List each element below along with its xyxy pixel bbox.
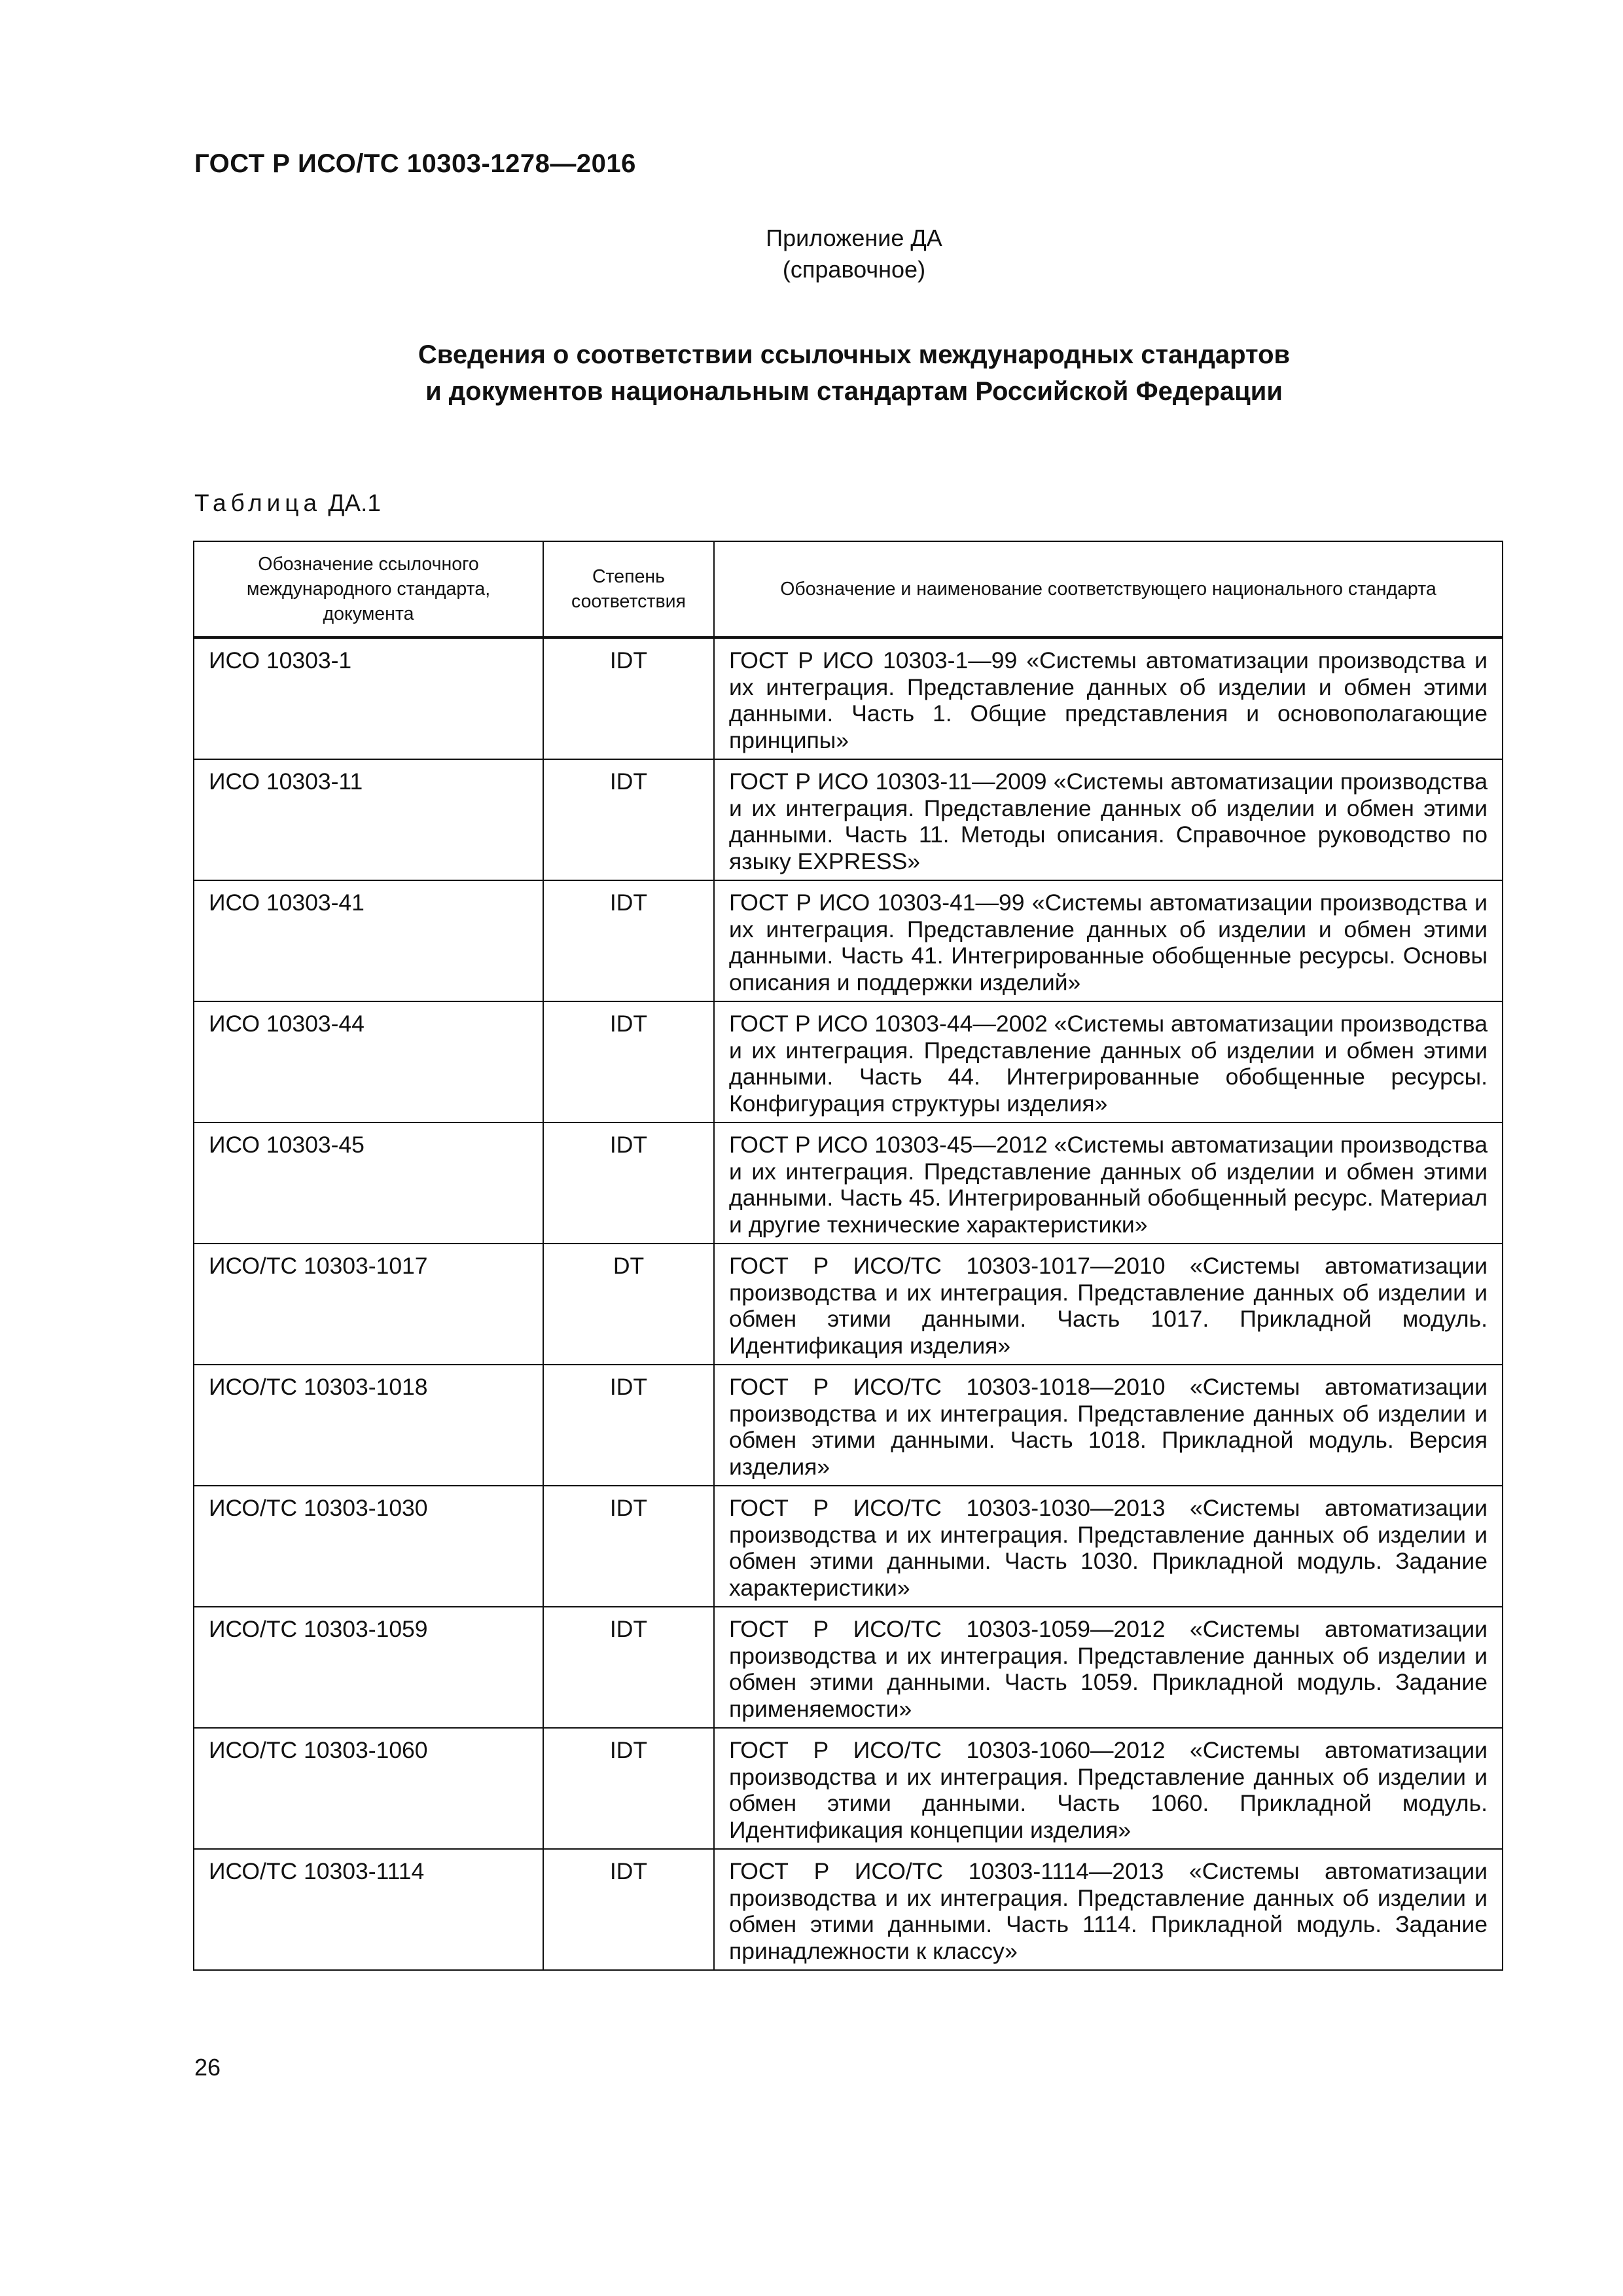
- cell-national-standard: ГОСТ Р ИСО 10303-45—2012 «Системы автоматизации производства и их интеграция. Представление данных об изделии и обмен этими данными. Часть 45. Интегрированный обобщенный ресурс. Материал и другие технические характеристики»: [714, 1122, 1503, 1244]
- table-row: [194, 1486, 1503, 1607]
- cell-degree: IDT: [543, 880, 714, 1001]
- cell-degree: IDT: [543, 1486, 714, 1607]
- cell-national-standard: ГОСТ Р ИСО 10303-41—99 «Системы автоматизации производства и их интеграция. Представление данных об изделии и обмен этими данными. Часть 41. Интегрированные обобщенные ресурсы. Основы описания и поддержки изделий»: [714, 880, 1503, 1001]
- table-row: [194, 1607, 1503, 1728]
- cell-designation: ИСО 10303-45: [194, 1122, 543, 1244]
- cell-degree: IDT: [543, 1122, 714, 1244]
- cell-degree: IDT: [543, 1607, 714, 1728]
- header-designation: Обозначение ссылочного международного стандарта, документа: [194, 541, 543, 637]
- cell-degree: IDT: [543, 637, 714, 759]
- cell-national-standard: ГОСТ Р ИСО/ТС 10303-1059—2012 «Системы автоматизации производства и их интеграция. Представление данных об изделии и обмен этими данными. Часть 1059. Прикладной модуль. Задание применяемости»: [714, 1607, 1503, 1728]
- table-row: [194, 759, 1503, 880]
- table-row: [194, 1244, 1503, 1365]
- table-row: [194, 1728, 1503, 1849]
- annex-main-title-line-2: и документов национальным стандартам Российской Федерации: [425, 377, 1283, 406]
- annex-main-title-line-1: Сведения о соответствии ссылочных международных стандартов: [418, 340, 1291, 369]
- header-degree: Степень соответствия: [543, 541, 714, 637]
- cell-national-standard: ГОСТ Р ИСО 10303-1—99 «Системы автоматизации производства и их интеграция. Представление данных об изделии и обмен этими данными. Часть 1. Общие представления и основополагающие принципы»: [714, 637, 1503, 759]
- cell-designation: ИСО/ТС 10303-1018: [194, 1365, 543, 1486]
- annex-heading: [0, 223, 1623, 285]
- cell-national-standard: ГОСТ Р ИСО 10303-44—2002 «Системы автоматизации производства и их интеграция. Представление данных об изделии и обмен этими данными. Часть 44. Интегрированные обобщенные ресурсы. Конфигурация структуры изделия»: [714, 1001, 1503, 1122]
- annex-main-title: [0, 336, 1623, 410]
- table-row: [194, 1365, 1503, 1486]
- annex-type: (справочное): [782, 256, 926, 283]
- cell-designation: ИСО 10303-11: [194, 759, 543, 880]
- table-row: [194, 1122, 1503, 1244]
- cell-degree: IDT: [543, 759, 714, 880]
- cell-degree: IDT: [543, 1001, 714, 1122]
- table-row: [194, 637, 1503, 759]
- header-national-standard: Обозначение и наименование соответствующего национального стандарта: [714, 541, 1503, 637]
- cell-national-standard: ГОСТ Р ИСО/ТС 10303-1060—2012 «Системы автоматизации производства и их интеграция. Представление данных об изделии и обмен этими данными. Часть 1060. Прикладной модуль. Идентификация концепции изделия»: [714, 1728, 1503, 1849]
- table-row: [194, 1849, 1503, 1970]
- table-caption-number: ДА.1: [328, 490, 381, 516]
- cell-designation: ИСО/ТС 10303-1114: [194, 1849, 543, 1970]
- table-caption-word: Таблица: [194, 490, 322, 516]
- cell-designation: ИСО 10303-44: [194, 1001, 543, 1122]
- correspondence-table: [193, 541, 1503, 1971]
- annex-title: Приложение ДА: [766, 224, 942, 251]
- cell-national-standard: ГОСТ Р ИСО/ТС 10303-1018—2010 «Системы автоматизации производства и их интеграция. Представление данных об изделии и обмен этими данными. Часть 1018. Прикладной модуль. Версия изделия»: [714, 1365, 1503, 1486]
- table-caption: [194, 490, 381, 517]
- document-header: ГОСТ Р ИСО/ТС 10303-1278—2016: [194, 149, 636, 178]
- cell-national-standard: ГОСТ Р ИСО/ТС 10303-1030—2013 «Системы автоматизации производства и их интеграция. Представление данных об изделии и обмен этими данными. Часть 1030. Прикладной модуль. Задание характеристики»: [714, 1486, 1503, 1607]
- cell-national-standard: ГОСТ Р ИСО/ТС 10303-1114—2013 «Системы автоматизации производства и их интеграция. Представление данных об изделии и обмен этими данными. Часть 1114. Прикладной модуль. Задание принадлежности к классу»: [714, 1849, 1503, 1970]
- cell-degree: IDT: [543, 1728, 714, 1849]
- cell-designation: ИСО/ТС 10303-1059: [194, 1607, 543, 1728]
- cell-degree: IDT: [543, 1849, 714, 1970]
- cell-national-standard: ГОСТ Р ИСО/ТС 10303-1017—2010 «Системы автоматизации производства и их интеграция. Представление данных об изделии и обмен этими данными. Часть 1017. Прикладной модуль. Идентификация изделия»: [714, 1244, 1503, 1365]
- cell-designation: ИСО 10303-41: [194, 880, 543, 1001]
- cell-degree: IDT: [543, 1365, 714, 1486]
- cell-designation: ИСО 10303-1: [194, 637, 543, 759]
- cell-designation: ИСО/ТС 10303-1030: [194, 1486, 543, 1607]
- table-row: [194, 1001, 1503, 1122]
- cell-designation: ИСО/ТС 10303-1017: [194, 1244, 543, 1365]
- cell-designation: ИСО/ТС 10303-1060: [194, 1728, 543, 1849]
- table-row: [194, 880, 1503, 1001]
- cell-degree: DT: [543, 1244, 714, 1365]
- cell-national-standard: ГОСТ Р ИСО 10303-11—2009 «Системы автоматизации производства и их интеграция. Представление данных об изделии и обмен этими данными. Часть 11. Методы описания. Справочное руководство по языку EXPRESS»: [714, 759, 1503, 880]
- page-number: 26: [194, 2054, 221, 2081]
- table-header-row: [194, 541, 1503, 637]
